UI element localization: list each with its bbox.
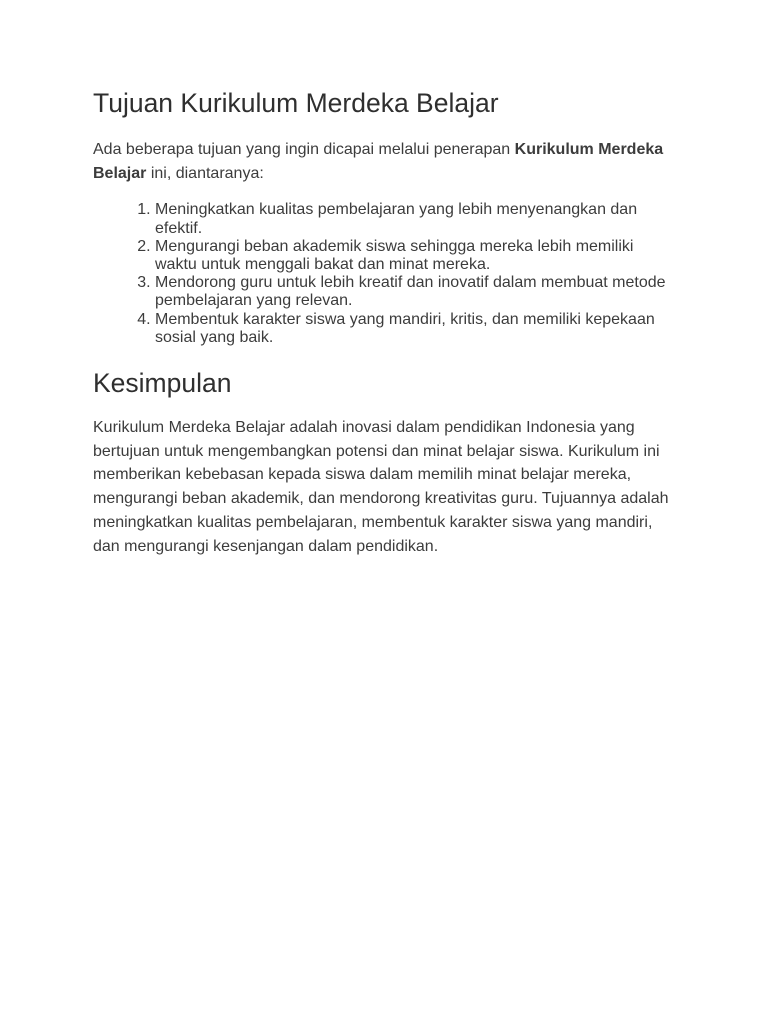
- intro-bold-term: Kurikulum Merdeka Belajar: [93, 141, 664, 182]
- list-item: 4. Membentuk karakter siswa yang mandiri, kritis, dan memiliki kepekaan sosial yang baik.: [155, 311, 675, 347]
- intro-text-before: Ada beberapa tujuan yang ingin dicapai melalui penerapan: [93, 141, 515, 158]
- intro-text-after: ini, diantaranya:: [146, 164, 264, 182]
- conclusion-heading: Kesimpulan: [93, 368, 232, 399]
- list-item: 2. Mengurangi beban akademik siswa sehingga mereka lebih memiliki waktu untuk menggali bakat dan minat mereka.: [155, 238, 675, 274]
- page-title: Tujuan Kurikulum Merdeka Belajar: [93, 88, 499, 118]
- intro-paragraph: [93, 138, 675, 185]
- conclusion-paragraph: Kurikulum Merdeka Belajar adalah inovasi dalam pendidikan Indonesia yang bertujuan untuk mengembangkan potensi dan minat belajar siswa. Kurikulum ini memberikan kebebasan kepada siswa dalam memilih minat belajar mereka, mengurangi beban akademik, dan mendorong kreativitas guru. Tujuannya adalah meningkatkan kualitas pembelajaran, membentuk karakter siswa yang mandiri, dan mengurangi kesenjangan dalam pendidikan.: [93, 419, 669, 555]
- list-item: 1. Meningkatkan kualitas pembelajaran yang lebih menyenangkan dan efektif.: [155, 201, 675, 237]
- list-item: 3. Mendorong guru untuk lebih kreatif dan inovatif dalam membuat metode pembelajaran yang relevan.: [155, 274, 675, 310]
- goals-list: [93, 201, 675, 347]
